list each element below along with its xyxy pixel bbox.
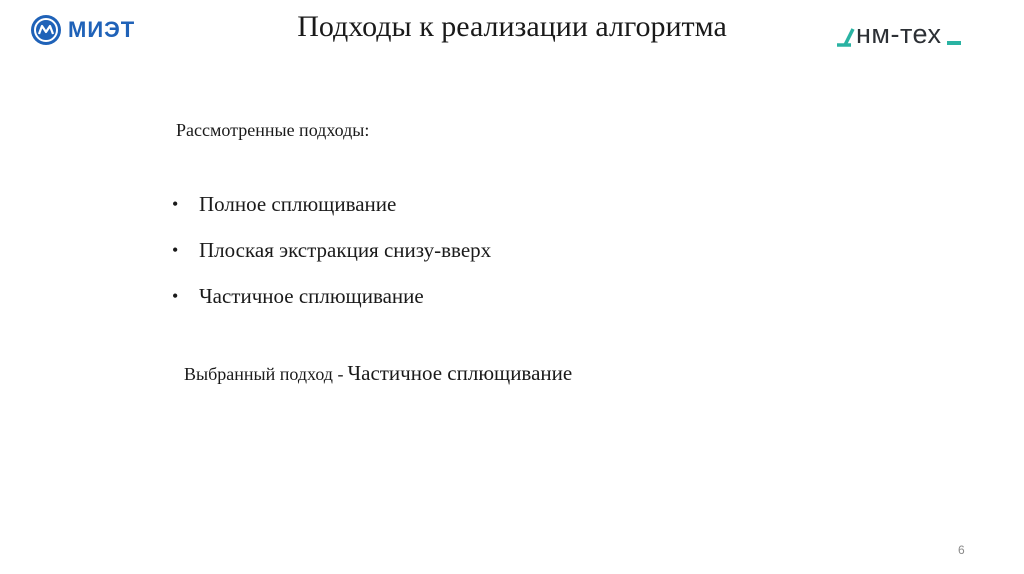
chosen-approach [184,361,572,386]
considered-approaches-label: Рассмотренные подходы: [176,120,370,140]
bullet-icon: • [172,240,179,260]
nm-tex-logo [834,15,961,49]
chosen-approach-label: Выбранный подход - [184,364,344,384]
chosen-approach-value: Частичное сплющивание [347,361,573,385]
bullet-icon: • [172,286,179,306]
approach-text: Плоская экстракция снизу-вверх [199,238,492,262]
nm-tex-slash-icon [834,19,856,49]
list-item [172,190,491,236]
approach-text: Частичное сплющивание [199,284,424,308]
nm-tex-underscore-icon [947,41,961,45]
approaches-list [172,190,491,328]
slide-title: Подходы к реализации алгоритма [297,10,727,43]
list-item [172,282,491,328]
nm-tex-logo-text: нм-тех [856,19,942,49]
page-number: 6 [958,543,965,557]
approach-text: Полное сплющивание [199,192,397,216]
list-item [172,236,491,282]
bullet-icon: • [172,194,179,214]
miet-logo-text: МИЭТ [68,17,136,42]
